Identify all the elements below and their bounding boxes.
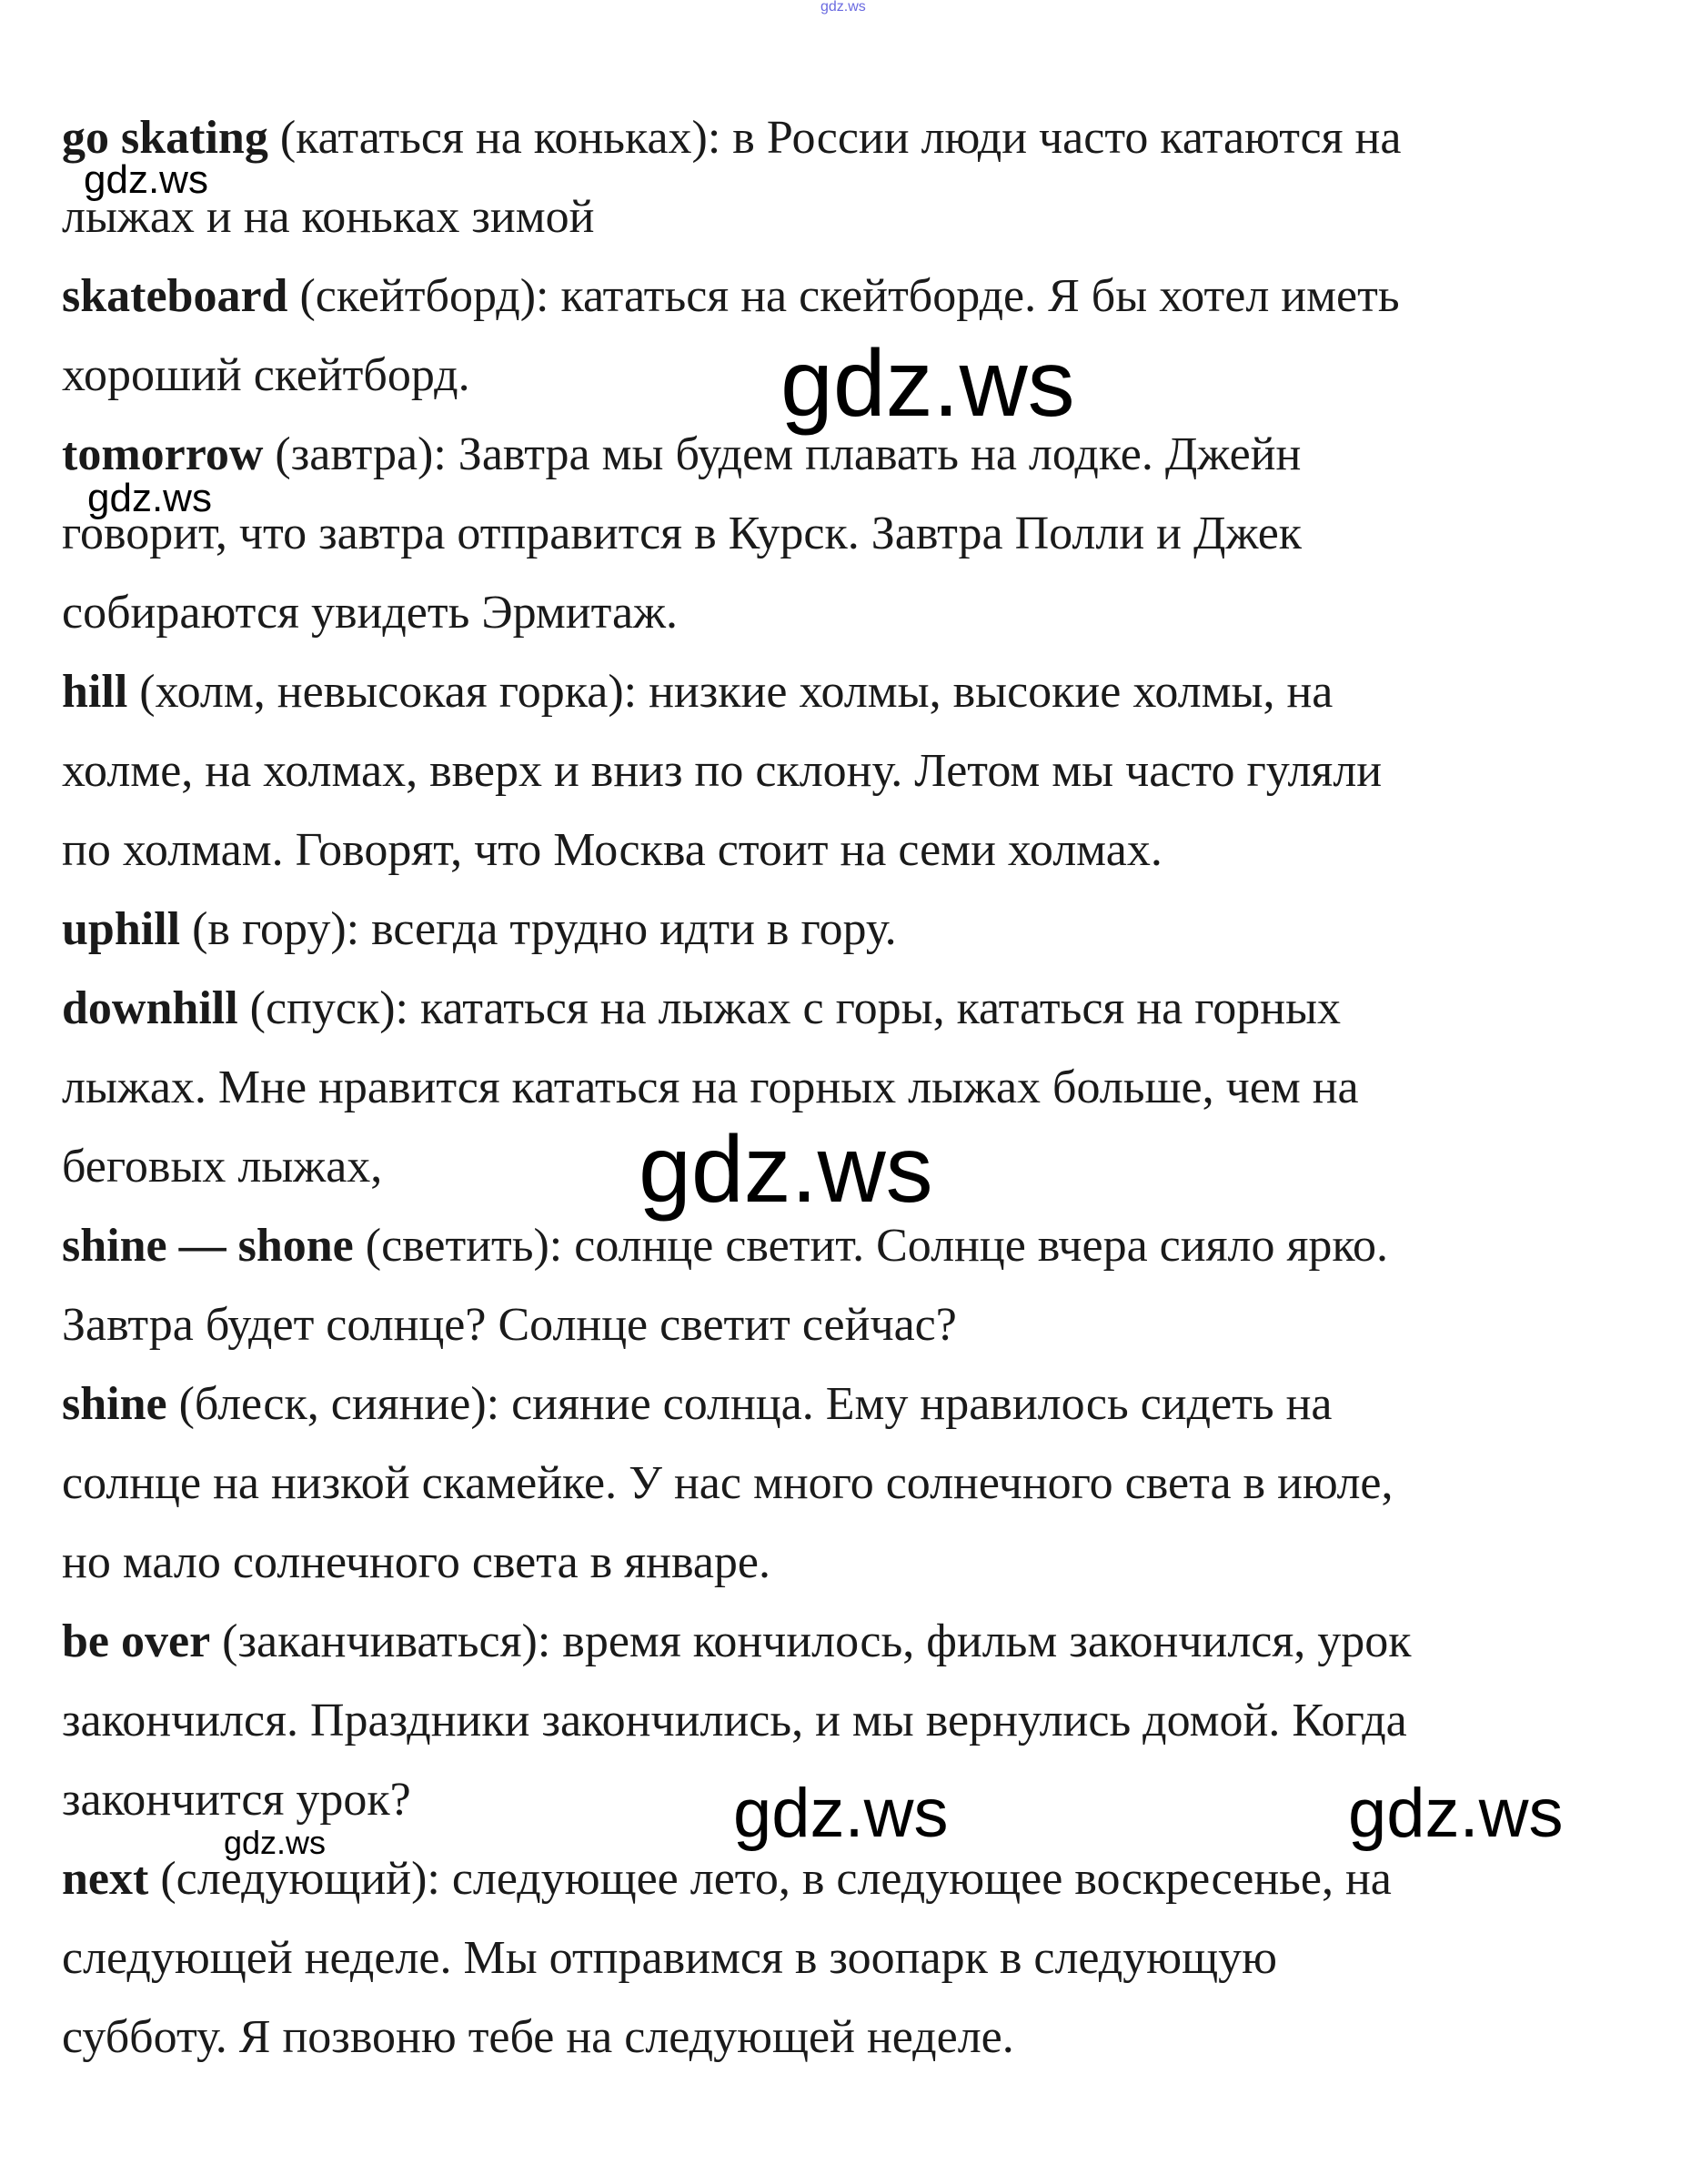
- entry-text: по холмам. Говорят, что Москва стоит на семи холмах.: [62, 824, 1163, 876]
- entry-text: (кататься на коньках): в России люди часто катаются на: [267, 112, 1402, 164]
- entry-text: говорит, что завтра отправится в Курск. Завтра Полли и Джек: [62, 508, 1303, 559]
- entry-line: [62, 1048, 1608, 1127]
- entry-term: shine: [62, 1378, 167, 1430]
- entry-text: субботу. Я позвоню тебе на следующей неделе.: [62, 2011, 1014, 2063]
- entry-text: следующей неделе. Мы отправимся в зоопарк в следующую: [62, 1932, 1278, 1984]
- entry-text: солнце на низкой скамейке. У нас много солнечного света в июле,: [62, 1457, 1394, 1509]
- entry-text: (заканчиваться): время кончилось, фильм закончился, урок: [210, 1615, 1412, 1667]
- entry-text: но мало солнечного света в январе.: [62, 1536, 771, 1588]
- entry-text: Завтра будет солнце? Солнце светит сейчас?: [62, 1299, 957, 1351]
- watermark-large: gdz.ws: [639, 1117, 933, 1223]
- entry-text: лыжах и на коньках зимой: [62, 191, 595, 243]
- entry-text: (блеск, сияние): сияние солнца. Ему нравилось сидеть на: [166, 1378, 1333, 1430]
- entry-line: [62, 969, 1608, 1048]
- entry-text: (скейтборд): кататься на скейтборде. Я бы хотел иметь: [287, 270, 1400, 322]
- entry-text: беговых лыжах,: [62, 1141, 383, 1193]
- watermark-small: gdz.ws: [87, 476, 212, 520]
- entry-text: (в гору): всегда трудно идти в гору.: [180, 903, 897, 955]
- entry-line: [62, 1998, 1608, 2077]
- entry-line: [62, 731, 1608, 810]
- entry-line: [62, 494, 1608, 573]
- entry-line: [62, 652, 1608, 731]
- entry-text: (холм, невысокая горка): низкие холмы, высокие холмы, на: [127, 666, 1334, 718]
- entry-text: собираются увидеть Эрмитаж.: [62, 587, 678, 639]
- entry-text: (спуск): кататься на лыжах с горы, кататься на горных: [237, 982, 1342, 1034]
- entry-line: [62, 890, 1608, 969]
- watermark-small: gdz.ws: [84, 157, 208, 202]
- entry-term: hill: [62, 666, 128, 718]
- watermark-mid: gdz.ws: [733, 1775, 949, 1852]
- entry-line: [62, 1681, 1608, 1760]
- entry-text: хороший скейтборд.: [62, 349, 470, 401]
- entry-line: [62, 1918, 1608, 1998]
- entry-line: [62, 257, 1608, 336]
- entry-term: be over: [62, 1615, 211, 1667]
- entry-text: холме, на холмах, вверх и вниз по склону. Летом мы часто гуляли: [62, 745, 1383, 797]
- entry-term: skateboard: [62, 270, 288, 322]
- watermark-small: gdz.ws: [224, 1824, 327, 1861]
- entry-text: закончился. Праздники закончились, и мы вернулись домой. Когда: [62, 1695, 1407, 1746]
- entry-line: [62, 177, 1608, 257]
- entry-line: [62, 1285, 1608, 1364]
- entry-term: uphill: [62, 903, 181, 955]
- entry-term: go skating: [62, 112, 268, 164]
- entry-text: (светить): солнце светит. Солнце вчера сияло ярко.: [353, 1220, 1388, 1272]
- watermark-large: gdz.ws: [780, 331, 1075, 437]
- entry-line: [62, 810, 1608, 890]
- entry-line: [62, 1444, 1608, 1523]
- entry-text: (следующий): следующее лето, в следующее воскресенье, на: [148, 1853, 1392, 1905]
- entry-text: закончится урок?: [62, 1774, 411, 1826]
- entry-line: [62, 1364, 1608, 1444]
- entry-text: лыжах. Мне нравится кататься на горных лыжах больше, чем на: [62, 1062, 1359, 1113]
- watermark-top: gdz.ws: [820, 0, 866, 15]
- watermark-mid: gdz.ws: [1348, 1775, 1564, 1852]
- entry-line: [62, 98, 1608, 177]
- entry-text: (завтра): Завтра мы будем плавать на лодке. Джейн: [263, 428, 1302, 480]
- entry-line: [62, 1602, 1608, 1681]
- entry-term: downhill: [62, 982, 238, 1034]
- entry-line: [62, 1523, 1608, 1602]
- entry-term: shine — shone: [62, 1220, 354, 1272]
- entry-line: [62, 573, 1608, 652]
- entry-term: tomorrow: [62, 428, 264, 480]
- entry-term: next: [62, 1853, 149, 1905]
